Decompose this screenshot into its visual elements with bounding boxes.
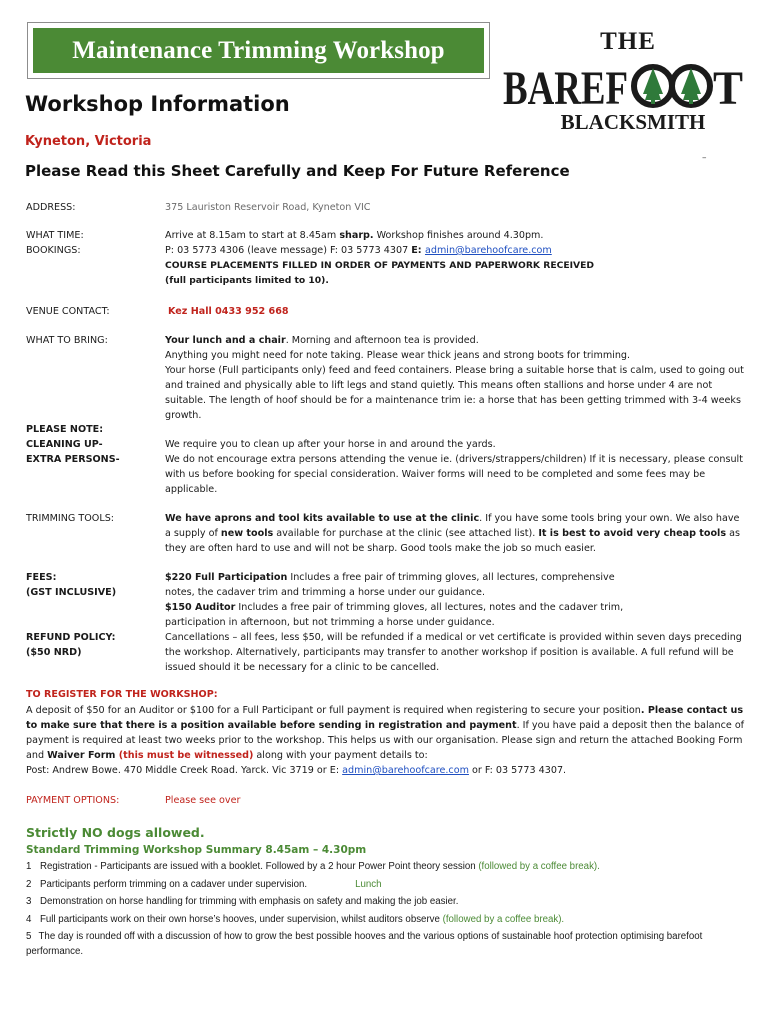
fees-block (165, 570, 635, 630)
tools-block: We have aprons and tool kits available to use at the clinic. If you have some tools bring your own. We also have a supply of new tools available for purchase at the clinic (see attached list). It is best to avoid very cheap tools as they are often hard to use and will not be sharp. Good tools make the job so much easier. (165, 513, 740, 554)
logo-dash: – (702, 153, 707, 163)
address-label: ADDRESS: (26, 202, 76, 213)
notice-heading: Please Read this Sheet Carefully and Keep For Future Reference (25, 162, 570, 180)
page-title: Workshop Information (25, 92, 290, 116)
address-value: 375 Lauriston Reservoir Road, Kyneton VIC (165, 202, 371, 213)
cleaning-up-label: CLEANING UP- (26, 439, 103, 450)
auditor-fee: $150 Auditor Includes a free pair of trimming gloves, all lectures, notes and the cadaver trim, participation in afternoon, but not trimming a horse under guidance. (165, 602, 624, 628)
bring-label: WHAT TO BRING: (26, 335, 108, 346)
gst-label: (GST INCLUSIVE) (26, 587, 117, 598)
fees-label (26, 570, 116, 600)
list-item: 3 Demonstration on horse handling for trimming with emphasis on safety and making the job easier. (26, 896, 459, 907)
refund-policy-label: REFUND POLICY: (26, 632, 116, 643)
list-item: 1 Registration - Participants are issued with a booklet. Followed by a 2 hour Power Point theory session (followed by a coffee break). (26, 861, 600, 872)
what-time-label: WHAT TIME: (26, 230, 84, 241)
full-participation-fee: $220 Full Participation Includes a free pair of trimming gloves, all lectures, comprehensive notes, the cadaver trim and trimming a horse under our guidance. (165, 572, 615, 598)
refund-text: Cancellations – all fees, less $50, will be refunded if a medical or vet certificate is provided within seven days preceding the workshop. Alternatively, participants may transfer to another workshop if position is available. A full refund will be issued should it be necessary for a clinic to be cancelled. (165, 632, 742, 673)
note-label (26, 422, 120, 467)
note-line-2: We do not encourage extra persons attending the venue ie. (drivers/strappers/children) If it is necessary, please consult with us before booking for special consideration. Waiver forms will need to be completed and some fees may be applicable. (165, 454, 743, 495)
time-label (26, 228, 84, 258)
summary-steps (26, 858, 746, 959)
register-body: A deposit of $50 for an Auditor or $100 for a Full Participant or full payment is required when registering to secure your position. Please contact us to make sure that there is a position available before sending in registration and payment. If you have paid a deposit then the balance of payment is required at least two weeks prior to the workshop. This helps us with our organisation. Please sign and return the attached Booking Form and Waiver Form (this must be witnessed) along with your payment details to: Post: Andrew Bowe. 470 Middle Creek Road. Yarck. Vic 3719 or E: admin@barehoofcare.com or F: 03 5773 4307. (26, 705, 745, 776)
barefoot-blacksmith-logo (503, 28, 745, 140)
note-block (165, 437, 745, 497)
fees-title-label: FEES: (26, 572, 57, 583)
location-heading: Kyneton, Victoria (25, 134, 152, 149)
banner-title: Maintenance Trimming Workshop (33, 28, 484, 73)
refund-label (26, 630, 115, 660)
banner-frame (27, 22, 490, 79)
logo-wordmark (503, 54, 745, 114)
list-item: 2 Participants perform trimming on a cadaver under supervision. Lunch (26, 878, 382, 890)
register-heading: TO REGISTER FOR THE WORKSHOP: (26, 689, 218, 700)
svg-text:T: T (713, 62, 743, 114)
please-note-label: PLEASE NOTE: (26, 424, 104, 435)
svg-text:BAREF: BAREF (503, 62, 628, 114)
bookings-label: BOOKINGS: (26, 245, 81, 256)
bring-line-1: Your lunch and a chair. Morning and afternoon tea is provided. (165, 335, 479, 346)
venue-value: Kez Hall 0433 952 668 (168, 306, 289, 317)
time-block (165, 228, 745, 288)
list-item: 4 Full participants work on their own horse’s hooves, under supervision, whilst auditors observe (followed by a coffee break). (26, 913, 565, 925)
venue-label: VENUE CONTACT: (26, 306, 110, 317)
payment-label: PAYMENT OPTIONS: (26, 795, 120, 806)
logo-the-text: THE (600, 28, 656, 55)
participant-limit: (full participants limited to 10). (165, 275, 329, 286)
tools-label: TRIMMING TOOLS: (26, 513, 115, 524)
bring-line-3: Your horse (Full participants only) feed and feed containers. Please bring a suitable horse that is calm, used to going out and trained and physically able to lift legs and stand quietly. This means often stallions and horse under 4 are not suitable. The length of hoof should be for a maintenance trim ie: a horse that has been getting trimmed with 3-4 weeks growth. (165, 365, 744, 421)
list-item: 5 The day is rounded off with a discussion of how to grow the best possible hooves and the various options of sustainable hoof protection optimising barefoot performance. (26, 931, 703, 957)
bring-line-2: Anything you might need for note taking. Please wear thick jeans and strong boots for trimming. (165, 350, 631, 361)
note-line-1: We require you to clean up after your horse in and around the yards. (165, 439, 496, 450)
summary-title: Standard Trimming Workshop Summary 8.45am – 4.30pm (26, 844, 367, 856)
placement-notice: COURSE PLACEMENTS FILLED IN ORDER OF PAYMENTS AND PAPERWORK RECEIVED (165, 260, 595, 271)
arrival-line: Arrive at 8.15am to start at 8.45am sharp. Workshop finishes around 4.30pm. (165, 230, 544, 241)
contact-line: P: 03 5773 4306 (leave message) F: 03 5773 4307 E: admin@barehoofcare.com (165, 245, 552, 256)
email-link[interactable]: admin@barehoofcare.com (424, 245, 552, 256)
no-dogs-notice: Strictly NO dogs allowed. (26, 825, 205, 840)
nrd-label: ($50 NRD) (26, 647, 82, 658)
bring-block (165, 333, 745, 423)
payment-value: Please see over (165, 795, 241, 806)
logo-blacksmith-text: BLACKSMITH (560, 110, 706, 134)
register-email-link[interactable]: admin@barehoofcare.com (342, 765, 469, 776)
extra-persons-label: EXTRA PERSONS- (26, 454, 120, 465)
